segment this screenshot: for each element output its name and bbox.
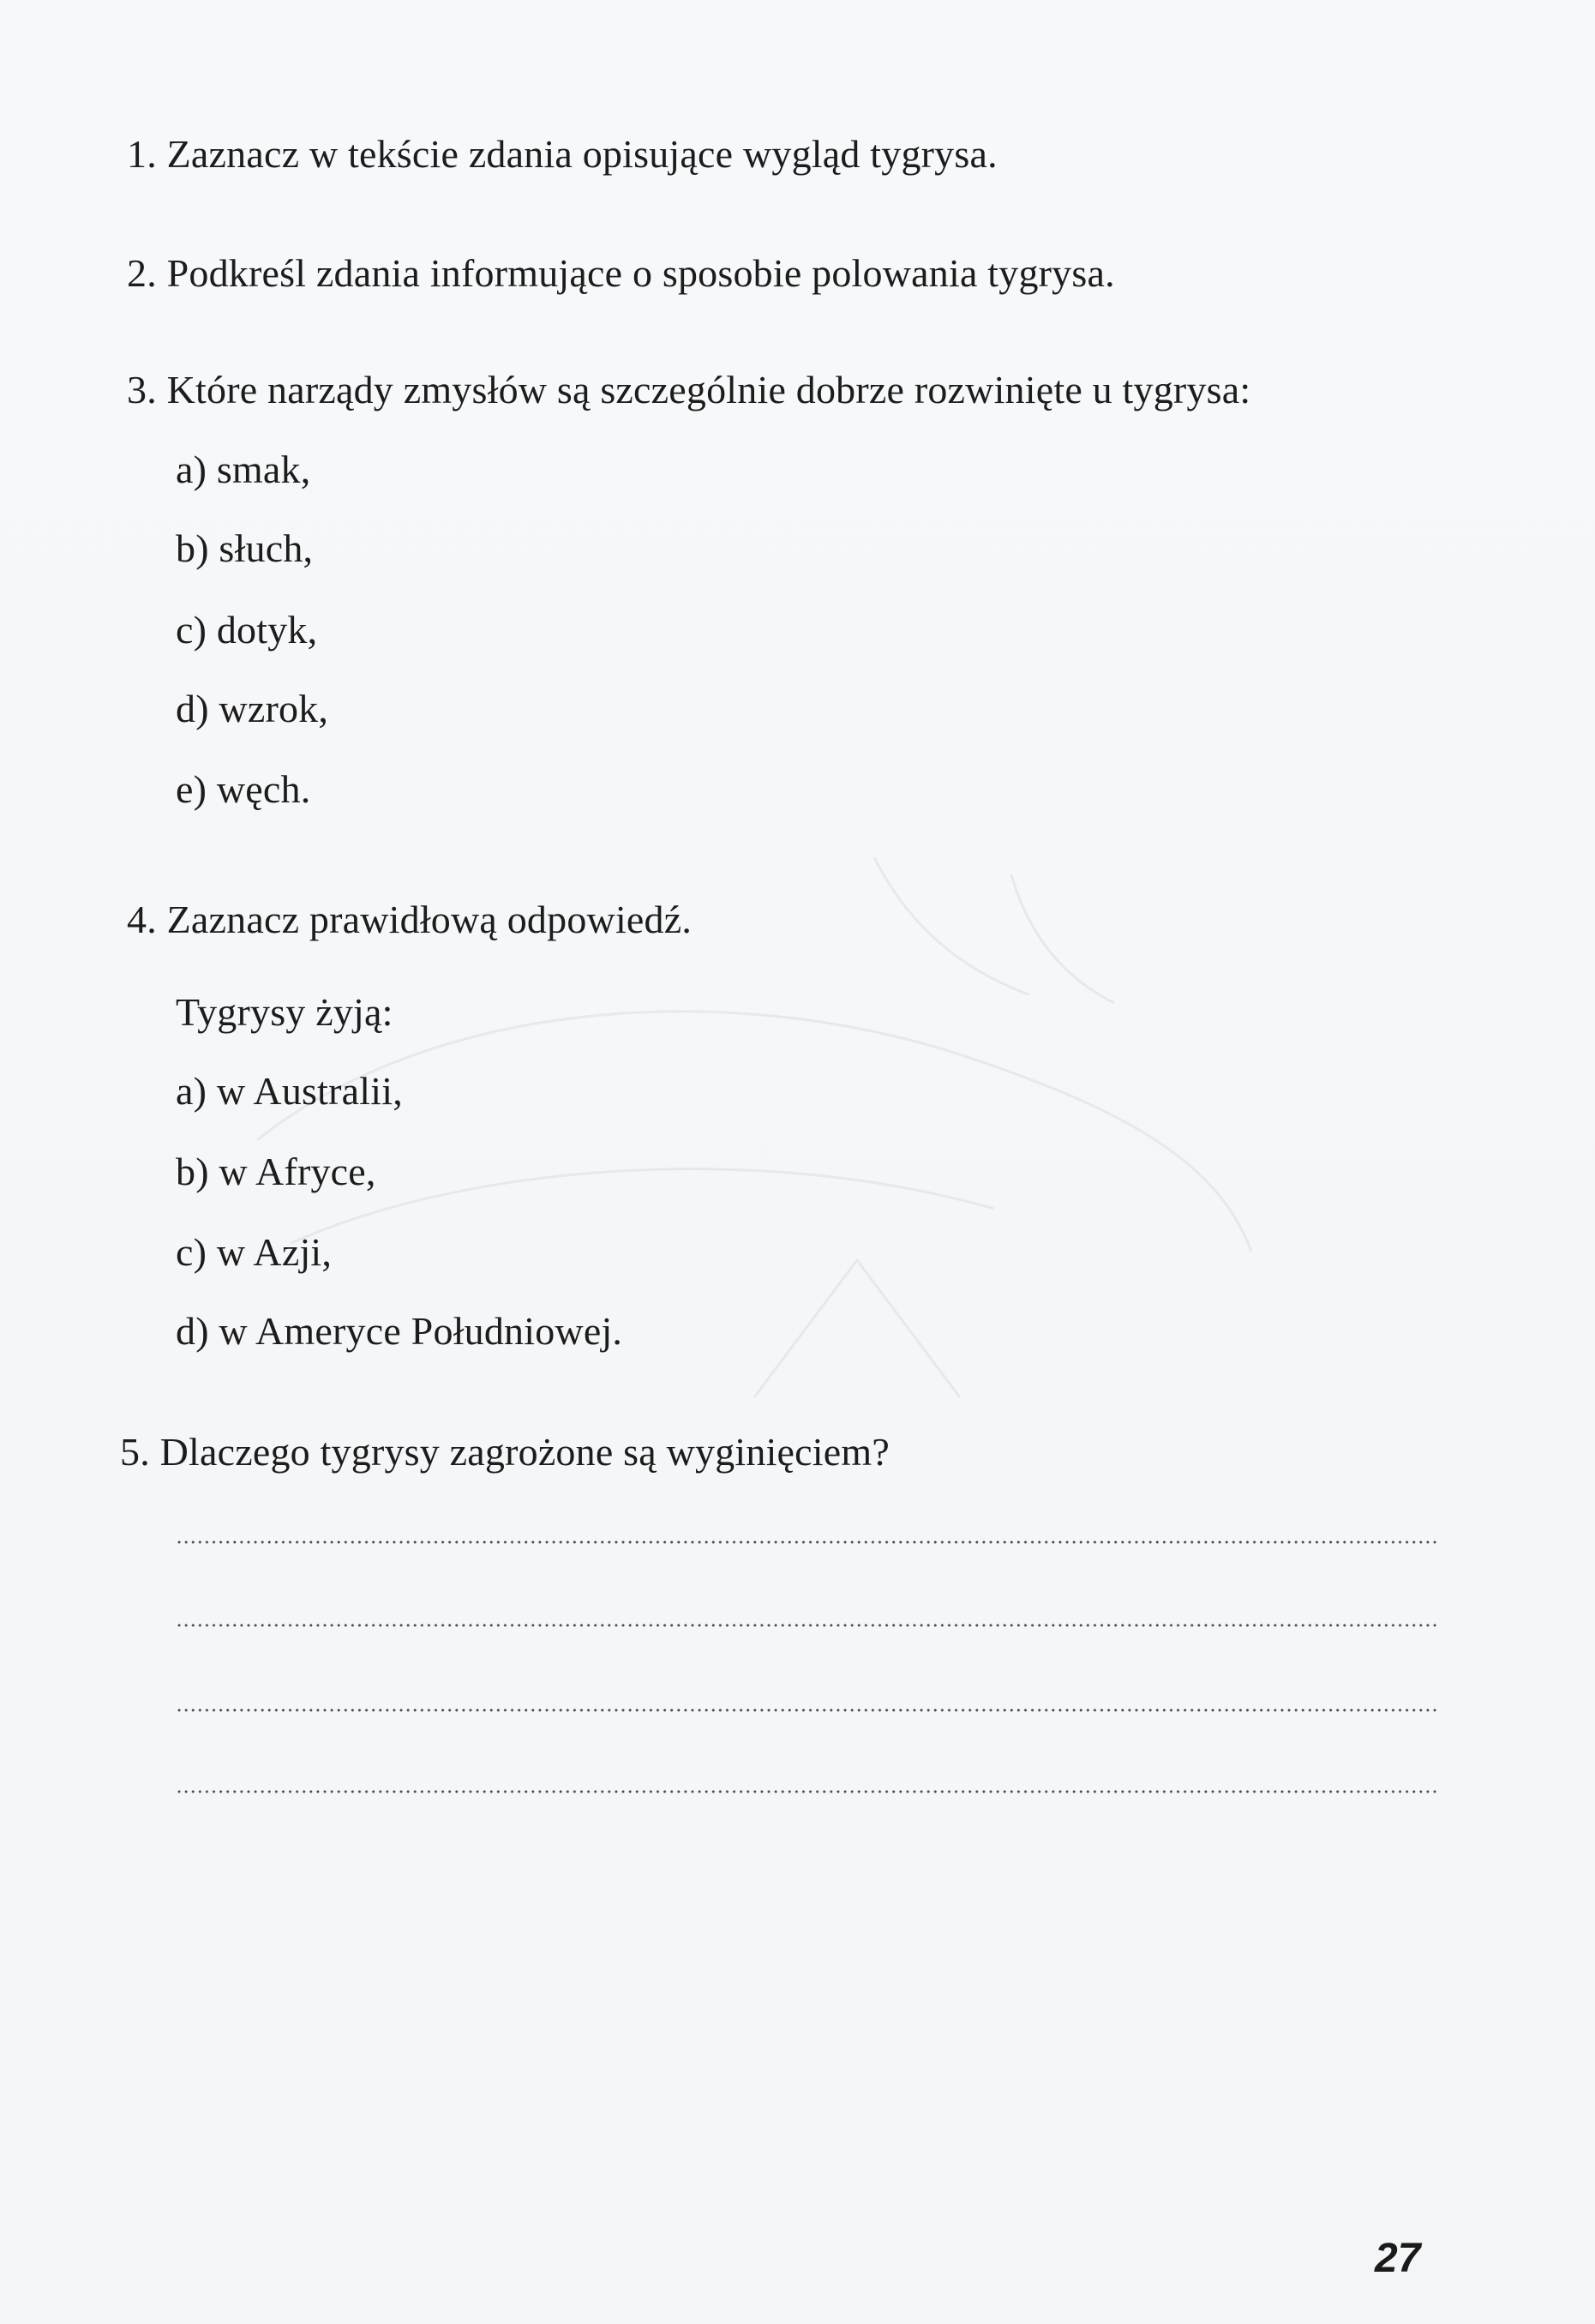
q3-option-e[interactable]: e) węch. bbox=[176, 767, 311, 811]
q3-option-c[interactable]: c) dotyk, bbox=[176, 608, 318, 652]
q3-option-a[interactable]: a) smak, bbox=[176, 447, 311, 491]
answer-line-2[interactable] bbox=[176, 1623, 1438, 1628]
question-4: 4. Zaznacz prawidłową odpowiedź. bbox=[127, 898, 693, 941]
question-1: 1. Zaznacz w tekście zdania opisujące wygląd tygrysa. bbox=[127, 132, 998, 176]
q3-option-d[interactable]: d) wzrok, bbox=[176, 687, 329, 730]
q4-lead: Tygrysy żyją: bbox=[176, 990, 393, 1034]
q4-option-a[interactable]: a) w Australii, bbox=[176, 1069, 403, 1113]
answer-line-4[interactable] bbox=[176, 1789, 1438, 1794]
q4-option-c[interactable]: c) w Azji, bbox=[176, 1230, 333, 1274]
question-3: 3. Które narządy zmysłów są szczególnie dobrze rozwinięte u tygrysa: bbox=[127, 368, 1251, 411]
answer-line-1[interactable] bbox=[176, 1540, 1438, 1545]
question-5: 5. Dlaczego tygrysy zagrożone są wyginięciem? bbox=[120, 1430, 890, 1474]
q4-option-b[interactable]: b) w Afryce, bbox=[176, 1150, 376, 1193]
show-through-illustration bbox=[103, 129, 1474, 1500]
q3-option-b[interactable]: b) słuch, bbox=[176, 526, 314, 570]
question-2: 2. Podkreśl zdania informujące o sposobie polowania tygrysa. bbox=[127, 251, 1115, 295]
page-number: 27 bbox=[1375, 2236, 1421, 2281]
answer-line-3[interactable] bbox=[176, 1708, 1438, 1713]
q4-option-d[interactable]: d) w Ameryce Południowej. bbox=[176, 1309, 623, 1353]
